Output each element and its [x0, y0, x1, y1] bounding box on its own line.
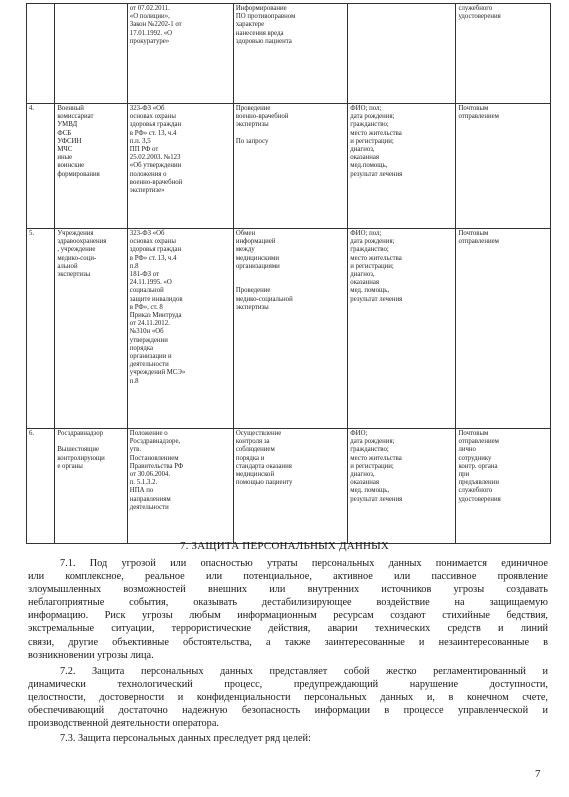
row-number: 4.	[27, 104, 55, 229]
table-row	[27, 429, 551, 544]
purpose-cell: Обмен информацией между медицинскими организациями Проведение медико-социальной экспертизы	[233, 229, 347, 429]
data-composition-cell: ФИО; дата рождения; гражданство; место жительства и регистрации; диагноз, оказанная мед. помощь, результат лечения	[348, 429, 456, 544]
paragraph-line: экстремальные ситуации, террористические действия, аварии технических средств и линий	[28, 623, 548, 635]
transfer-method-cell: Почтовым отправлением	[456, 104, 551, 229]
paragraph-line: неблагоприятные события, оказывать дестабилизирующее воздействие на защищаемую	[28, 597, 548, 609]
paragraph-line: 7.2. Защита персональных данных представляет собой жестко регламентированный и	[60, 666, 548, 677]
row-number	[27, 4, 55, 104]
purpose-cell: Осуществление контроля за соблюдением порядка и стандарта оказания медицинской помощью пациенту	[233, 429, 347, 544]
data-composition-cell	[348, 4, 456, 104]
row-number: 5.	[27, 229, 55, 429]
transfer-method-cell: Почтовым отправлением лично сотруднику контр. органа при предъявлении служебного удостоверения	[456, 429, 551, 544]
legal-basis-cell: от 07.02.2011. «О полиции», Закон №2202-1 от 17.01.1992. «О прокуратуре»	[127, 4, 233, 104]
data-composition-cell: ФИО; пол; дата рождения; гражданство; место жительства и регистрации; диагноз, оказанная мед.помощь, результат лечения	[348, 104, 456, 229]
paragraph-line: динамически технологический процесс, предупреждающий нарушение доступности,	[28, 679, 548, 691]
row-number: 6.	[27, 429, 55, 544]
purpose-cell: Проведение военно-врачебной экспертизы По запросу	[233, 104, 347, 229]
paragraph-line: злоумышленных возможностей внешних или внутренних источников угрозы создавать	[28, 584, 548, 596]
page-number: 7	[535, 768, 541, 780]
table-row	[27, 104, 551, 229]
organization-cell: Росздравнадзор Вышестоящие контролирующи е органы	[55, 429, 127, 544]
paragraph-line: 7.1. Под угрозой или опасностью утраты персональных данных понимается единичное	[60, 558, 548, 569]
paragraph-7-3	[60, 732, 548, 745]
legal-basis-cell: Положение о Росздравнадзоре, утв. Постановлением Правительства РФ от 30.06.2004. п. 5.1.3.2. НПА по направлениям деятельности	[127, 429, 233, 544]
legal-basis-cell: 323-ФЗ «Об основах охраны здоровья граждан в РФ» ст. 13, ч.4 п.8 181-ФЗ от 24.11.1995. «О социальной защите инвалидов в РФ», ст. 8 Приказ Минтруда от 24.11.2012. №310н «Об утверждении порядка организации и деятельности учреждений МСЭ» п.8	[127, 229, 233, 429]
table-row	[27, 4, 551, 104]
transfer-method-cell: Почтовым отправлением	[456, 229, 551, 429]
section-title: 7. ЗАЩИТА ПЕРСОНАЛЬНЫХ ДАННЫХ	[179, 540, 390, 552]
paragraph-line: связи, другие объективные обстоятельства, а также заинтересованные и незаинтересованные в	[28, 636, 548, 648]
data-transfer-table	[26, 3, 551, 544]
data-composition-cell: ФИО; пол; дата рождения; гражданство; место жительства и регистрации; диагноз, оказанная мед. помощь, результат лечения	[348, 229, 456, 429]
legal-basis-cell: 323-ФЗ «Об основах охраны здоровья граждан в РФ» ст. 13, ч.4 п.п. 3,5 ПП РФ от 25.02.2003. №123 «Об утверждении положения о военно-врачебной экспертизе»	[127, 104, 233, 229]
paragraph-7-1	[28, 557, 548, 662]
paragraph-line: целостности, достоверности и конфиденциальности персональных данных и, в конечном счете,	[28, 692, 548, 704]
paragraph-line: производственной деятельности оператора.	[28, 718, 219, 730]
organization-cell: Учреждения здравоохранения , учреждение медико-соци- альной экспертизы	[55, 229, 127, 429]
purpose-cell: Информирование ПО противоправном характере нанесения вреда здоровью пациента	[233, 4, 347, 104]
paragraph-7-2	[28, 665, 548, 730]
paragraph-line: или комплексное, реальное или потенциальное, активное или пассивное проявление	[28, 571, 548, 583]
transfer-method-cell: служебного удостоверения	[456, 4, 551, 104]
organization-cell: Военный комиссариат УМВД ФСБ УФСИН МЧС иные воинские формирования	[55, 104, 127, 229]
table-row	[27, 229, 551, 429]
paragraph-line: обеспечивающий достаточно надежную безопасность информации в процессе управленческой и	[28, 705, 548, 717]
paragraph-line: 7.3. Защита персональных данных преследует ряд целей:	[60, 733, 311, 744]
paragraph-line: информацию. Риск угрозы любым информационным ресурсам создают стихийные бедствия,	[28, 610, 548, 622]
organization-cell	[55, 4, 127, 104]
paragraph-line: возникновении угрозы лица.	[28, 649, 154, 661]
